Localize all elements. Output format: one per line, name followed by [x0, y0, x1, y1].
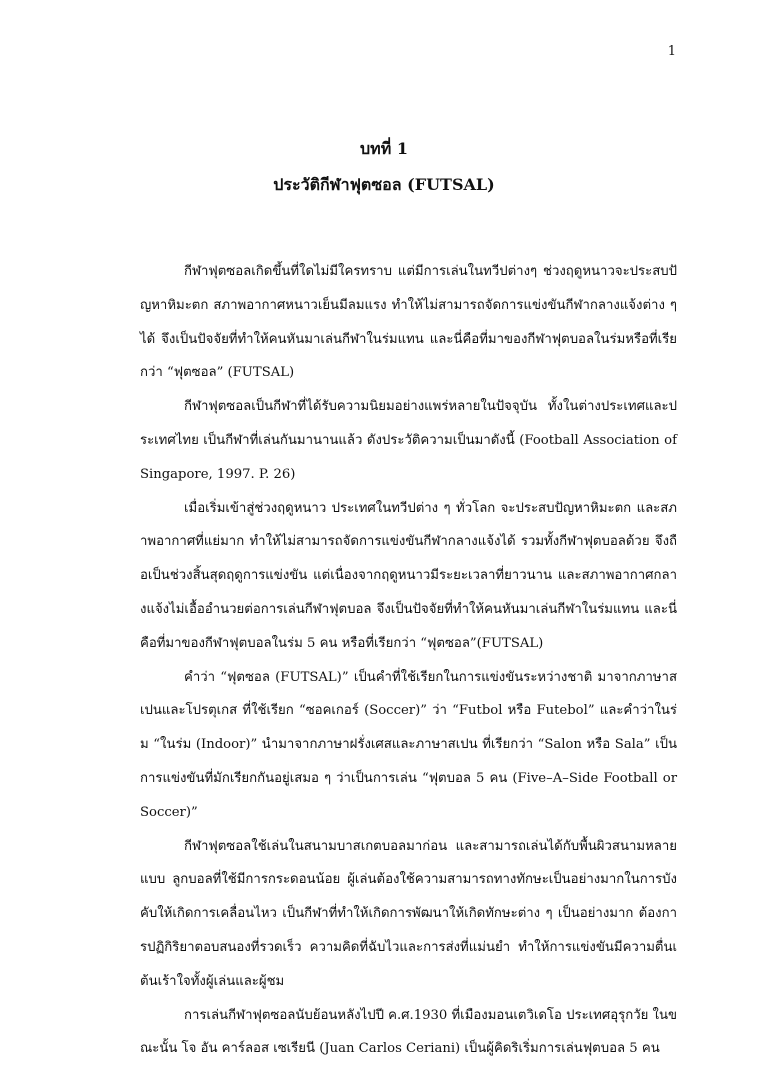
- paragraph: คำว่า “ฟุตซอล (FUTSAL)” เป็นคำที่ใช้เรียกในการแข่งขันระหว่างชาติ มาจากภาษาสเปนและโปรตุเกส ที่ใช้เรียก “ซอคเกอร์ (Soccer)” ว่า “Futbol หรือ Futebol” และคำว่าในร่ม “ในร่ม (Indoor)” นำมาจากภาษาฝรั่งเศสและภาษาสเปน ที่เรียกว่า “Salon หรือ Sala” เป็นการแข่งขันที่มักเรียกกันอยู่เสมอ ๆ ว่าเป็นการเล่น “ฟุตบอล 5 คน (Five–A–Side Football or Soccer)”: [140, 669, 677, 820]
- paragraph: การเล่นกีฬาฟุตซอลนับย้อนหลังไปปี ค.ศ.1930 ที่เมืองมอนเตวิเดโอ ประเทศอุรุกวัย ในขณะนั้น โจ อัน คาร์ลอส เซเรียนี (Juan Carlos Ceriani) เป็นผู้คิดริเริ่มการเล่นฟุตบอล 5 คน: [140, 1007, 678, 1057]
- paragraph: กีฬาฟุตซอลใช้เล่นในสนามบาสเกตบอลมาก่อน และสามารถเล่นได้กับพื้นผิวสนามหลายแบบ ลูกบอลที่ใช้มีการกระดอนน้อย ผู้เล่นต้องใช้ความสามารถทางทักษะเป็นอย่างมากในการบังคับให้เกิดการเคลื่อนไหว เป็นกีฬาที่ทำให้เกิดการพัฒนาให้เกิดทักษะต่าง ๆ เป็นอย่างมาก ต้องการปฏิกิริยาตอบสนองที่รวดเร็ว ความคิดที่ฉับไวและการส่งที่แม่นยำ ทำให้การแข่งขันมีความตื่นเต้นเร้าใจทั้งผู้เล่นและผู้ชม: [140, 838, 677, 989]
- paragraph: กีฬาฟุตซอลเกิดขึ้นที่ใดไม่มีใครทราบ แต่มีการเล่นในทวีปต่างๆ ช่วงฤดูหนาวจะประสบปัญหาหิมะตก สภาพอากาศหนาวเย็นมีลมแรง ทำให้ไม่สามารถจัดการแข่งขันกีฬากลางแจ้งต่าง ๆ ได้ จึงเป็นปัจจัยที่ทำให้คนหันมาเล่นกีฬาในร่มแทน และนี่คือที่มาของกีฬาฟุตบอลในร่มหรือที่เรียกว่า “ฟุตซอล” (FUTSAL): [140, 264, 677, 381]
- chapter-title: ประวัติกีฬาฟุตซอล (FUTSAL): [273, 175, 495, 194]
- body-text: [140, 255, 677, 1066]
- paragraph: เมื่อเริ่มเข้าสู่ช่วงฤดูหนาว ประเทศในทวีปต่าง ๆ ทั่วโลก จะประสบปัญหาหิมะตก และสภาพอากาศที่แย่มาก ทำให้ไม่สามารถจัดการแข่งขันกีฬากลางแจ้งได้ รวมทั้งกีฬาฟุตบอลด้วย จึงถือเป็นช่วงสิ้นสุดฤดูการแข่งขัน แต่เนื่องจากฤดูหนาวมีระยะเวลาที่ยาวนาน และสภาพอากาศกลางแจ้งไม่เอื้ออำนวยต่อการเล่นกีฬาฟุตบอล จึงเป็นปัจจัยที่ทำให้คนหันมาเล่นกีฬาในร่มแทน และนี่คือที่มาของกีฬาฟุตบอลในร่ม 5 คน หรือที่เรียกว่า “ฟุตซอล”(FUTSAL): [140, 500, 677, 651]
- page-number: 1: [667, 44, 676, 59]
- paragraph: กีฬาฟุตซอลเป็นกีฬาที่ได้รับความนิยมอย่างแพร่หลายในปัจจุบัน ทั้งในต่างประเทศและประเทศไทย เป็นกีฬาที่เล่นกันมานานแล้ว ดังประวัติความเป็นมาดังนี้ (Football Association of Singapore, 1997. P. 26): [140, 399, 677, 482]
- chapter-heading: บทที่ 1: [360, 139, 408, 158]
